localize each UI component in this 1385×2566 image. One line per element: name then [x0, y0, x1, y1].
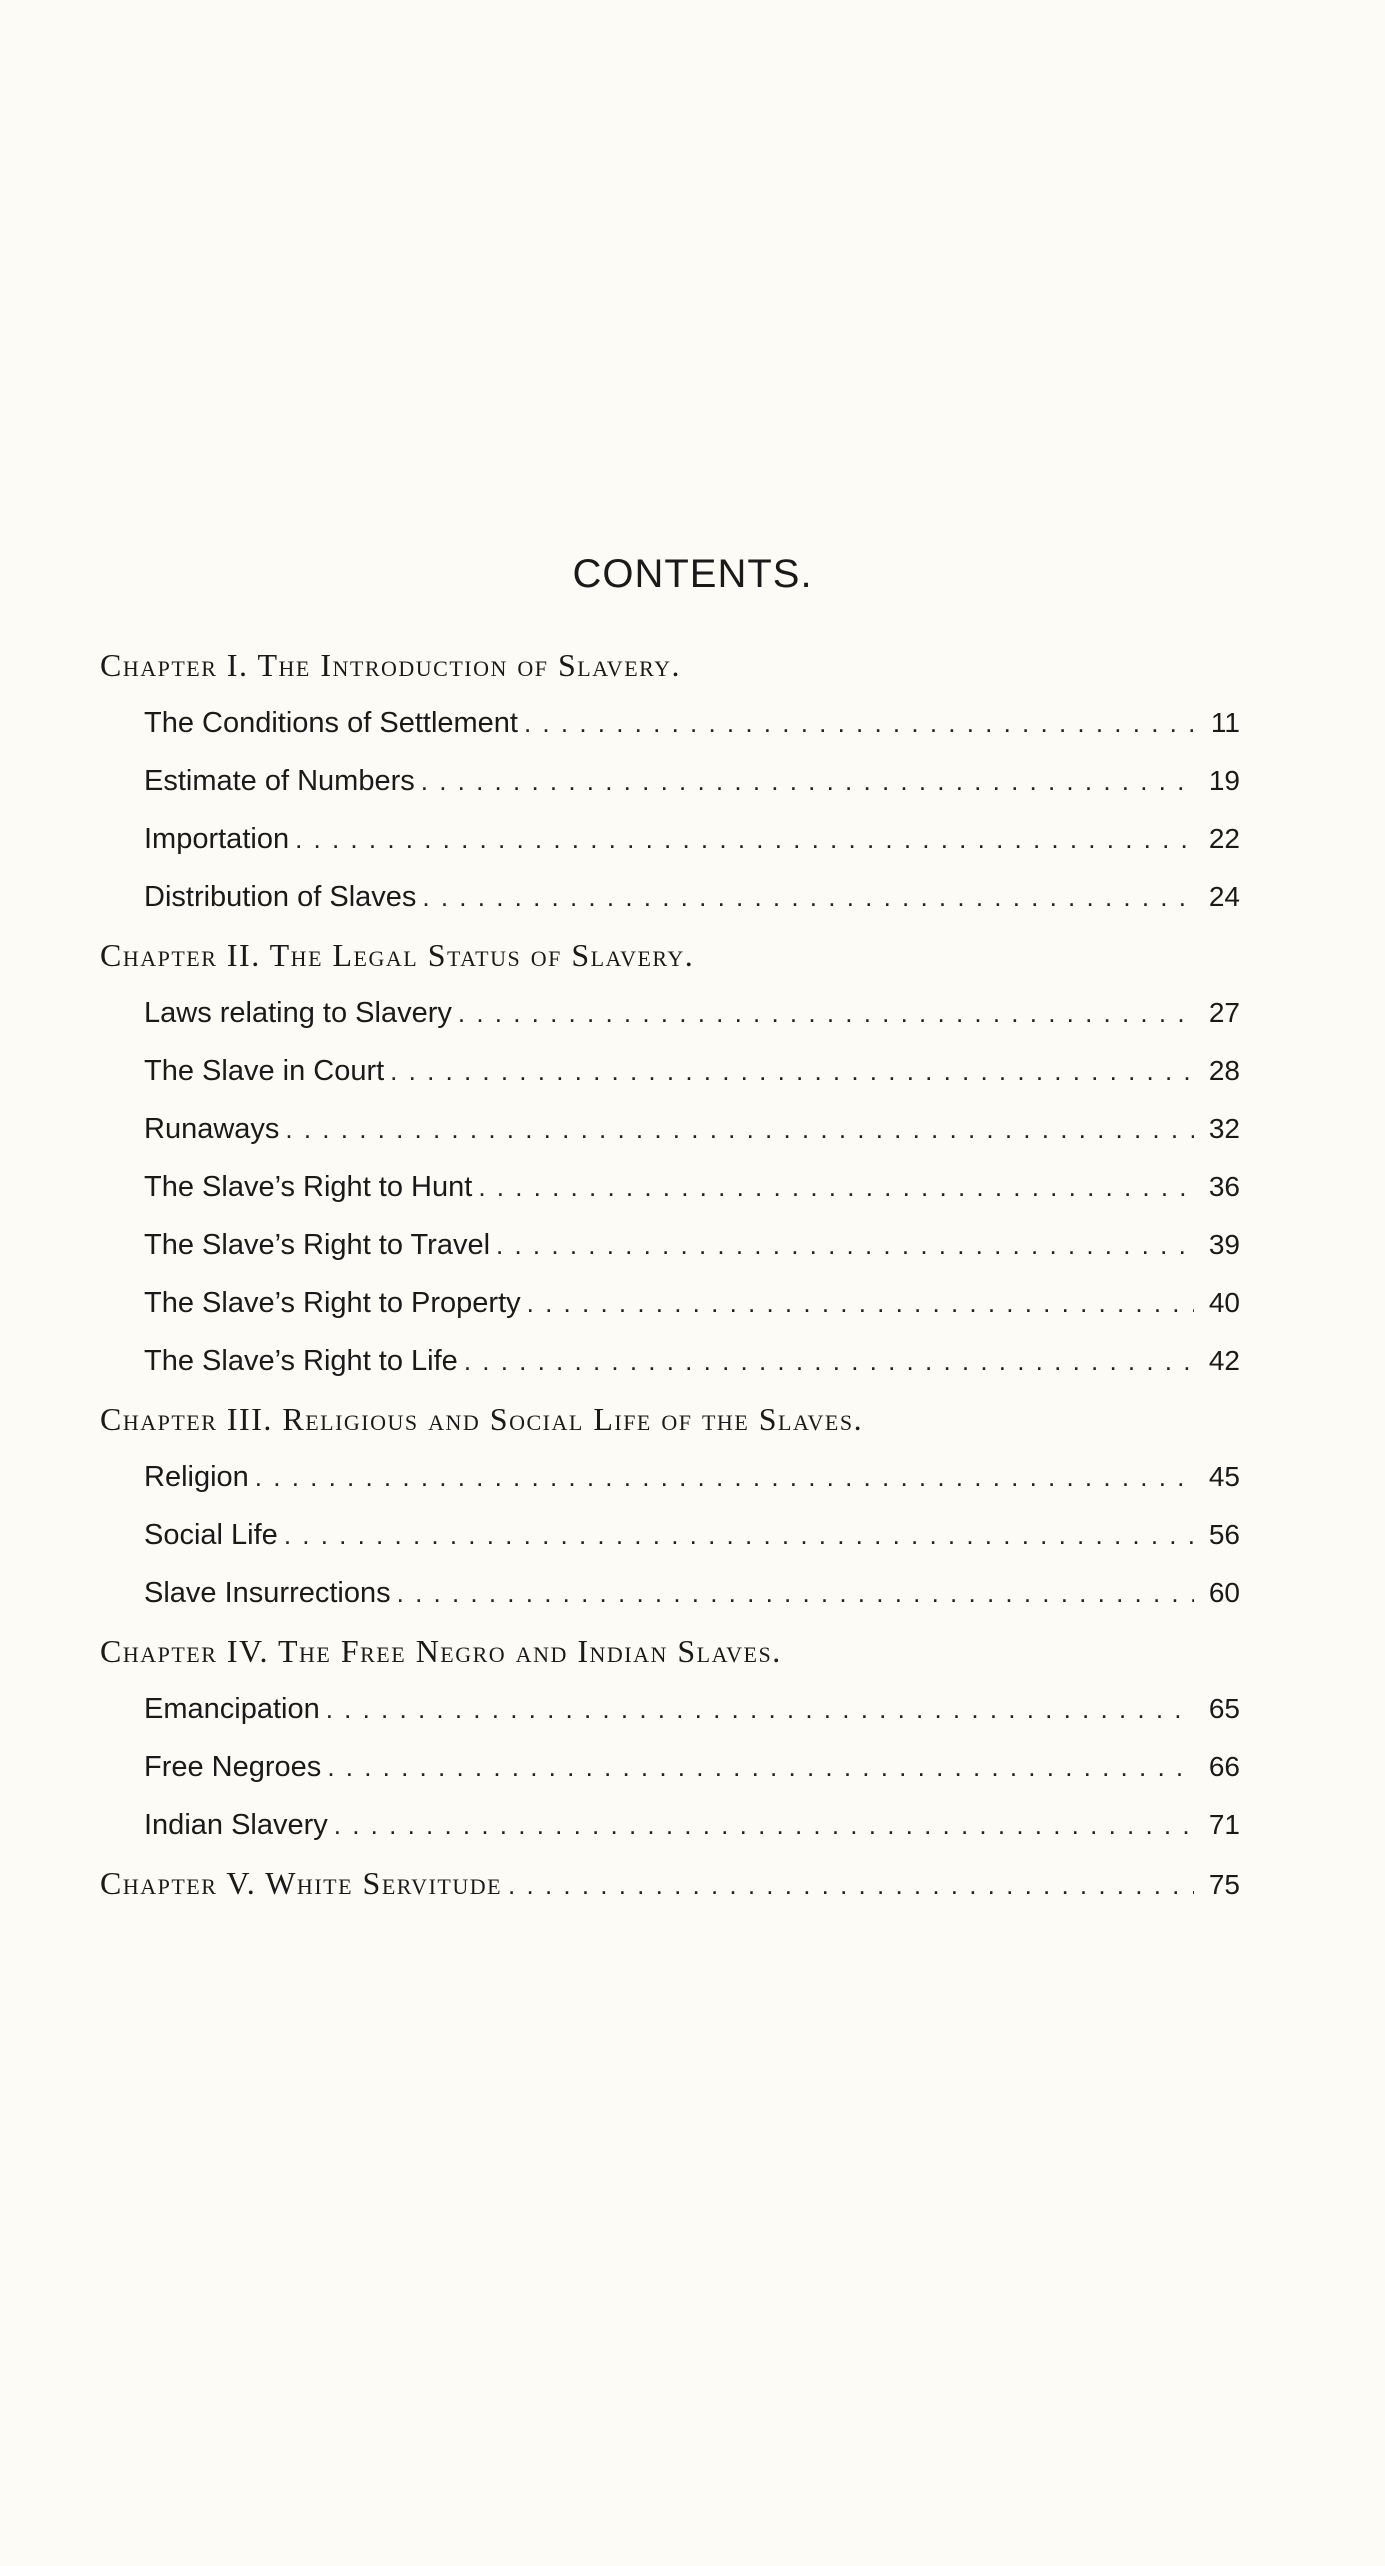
- toc-entry: [100, 1738, 1240, 1796]
- toc-entry-title: The Slave in Court: [144, 1055, 385, 1087]
- toc-entry-title: Slave Insurrections: [144, 1577, 391, 1609]
- toc-entry: [100, 1796, 1240, 1854]
- toc-entry-page: 40: [1208, 1287, 1240, 1318]
- toc-entry-page: 36: [1208, 1171, 1240, 1202]
- dot-leader: [527, 1274, 1194, 1332]
- dot-leader: [295, 810, 1194, 868]
- toc-entry-page: 75: [1208, 1869, 1240, 1900]
- chapter-heading-2: Chapter II. The Legal Status of Slavery.: [100, 937, 695, 973]
- dot-leader: [255, 1448, 1194, 1506]
- toc-entry: [100, 868, 1240, 926]
- toc-entry-page: 60: [1208, 1577, 1240, 1608]
- toc-entry-title: The Slave’s Right to Life: [144, 1345, 458, 1377]
- table-of-contents: [100, 636, 1240, 1912]
- toc-entry-page: 11: [1210, 707, 1240, 738]
- toc-entry-page: 71: [1208, 1809, 1240, 1840]
- toc-entry-title: Indian Slavery: [144, 1809, 328, 1841]
- dot-leader: [422, 868, 1194, 926]
- dot-leader: [334, 1796, 1194, 1854]
- dot-leader: [458, 984, 1194, 1042]
- toc-entry-title: The Slave’s Right to Travel: [144, 1229, 491, 1261]
- toc-entry-title: Laws relating to Slavery: [144, 997, 452, 1029]
- toc-entry-page: 65: [1208, 1693, 1240, 1724]
- toc-entry-page: 19: [1208, 765, 1240, 796]
- dot-leader: [390, 1042, 1194, 1100]
- toc-entry-title: Estimate of Numbers: [144, 765, 415, 797]
- toc-entry: [100, 1216, 1240, 1274]
- toc-entry: [100, 984, 1240, 1042]
- toc-entry: [100, 1042, 1240, 1100]
- toc-entry-title: Social Life: [144, 1519, 278, 1551]
- chapter-entry-5: [100, 1854, 1240, 1912]
- dot-leader: [421, 752, 1194, 810]
- toc-entry-page: 39: [1208, 1229, 1240, 1260]
- toc-entry: [100, 1100, 1240, 1158]
- toc-entry: [100, 1332, 1240, 1390]
- chapter-heading-3: Chapter III. Religious and Social Life of the Slaves.: [100, 1401, 864, 1437]
- toc-entry: [100, 1448, 1240, 1506]
- dot-leader: [326, 1680, 1194, 1738]
- toc-entry: [100, 1506, 1240, 1564]
- toc-entry-page: 28: [1208, 1055, 1240, 1086]
- toc-entry-title: The Slave’s Right to Hunt: [144, 1171, 473, 1203]
- toc-entry-page: 45: [1208, 1461, 1240, 1492]
- toc-entry-page: 27: [1208, 997, 1240, 1028]
- dot-leader: [284, 1506, 1194, 1564]
- toc-entry-title: Runaways: [144, 1113, 280, 1145]
- toc-entry-title: The Conditions of Settlement: [144, 707, 518, 739]
- chapter-heading-5: Chapter V. White Servitude: [100, 1865, 503, 1901]
- toc-entry-title: Emancipation: [144, 1693, 320, 1725]
- toc-entry: [100, 1274, 1240, 1332]
- toc-entry: [100, 1564, 1240, 1622]
- toc-entry-title: The Slave’s Right to Property: [144, 1287, 521, 1319]
- toc-entry: [100, 752, 1240, 810]
- toc-entry-page: 56: [1208, 1519, 1240, 1550]
- toc-entry-page: 42: [1208, 1345, 1240, 1376]
- toc-entry-page: 66: [1208, 1751, 1240, 1782]
- toc-entry: [100, 1158, 1240, 1216]
- dot-leader: [327, 1738, 1194, 1796]
- toc-entry-title: Religion: [144, 1461, 249, 1493]
- chapter-heading-1: Chapter I. The Introduction of Slavery.: [100, 647, 681, 683]
- dot-leader: [397, 1564, 1194, 1622]
- chapter-heading-4: Chapter IV. The Free Negro and Indian Slaves.: [100, 1633, 782, 1669]
- toc-entry-title: Distribution of Slaves: [144, 881, 417, 913]
- toc-entry: [100, 810, 1240, 868]
- toc-entry-title: Importation: [144, 823, 290, 855]
- toc-entry: [100, 1680, 1240, 1738]
- dot-leader: [478, 1158, 1194, 1216]
- dot-leader: [508, 1856, 1194, 1914]
- dot-leader: [285, 1100, 1194, 1158]
- toc-entry-page: 32: [1208, 1113, 1240, 1144]
- dot-leader: [496, 1216, 1194, 1274]
- toc-entry-page: 22: [1208, 823, 1240, 854]
- dot-leader: [464, 1332, 1194, 1390]
- toc-entry-page: 24: [1208, 881, 1240, 912]
- page-title: CONTENTS.: [572, 552, 813, 596]
- toc-entry: [100, 694, 1240, 752]
- toc-entry-title: Free Negroes: [144, 1751, 322, 1783]
- dot-leader: [524, 694, 1194, 752]
